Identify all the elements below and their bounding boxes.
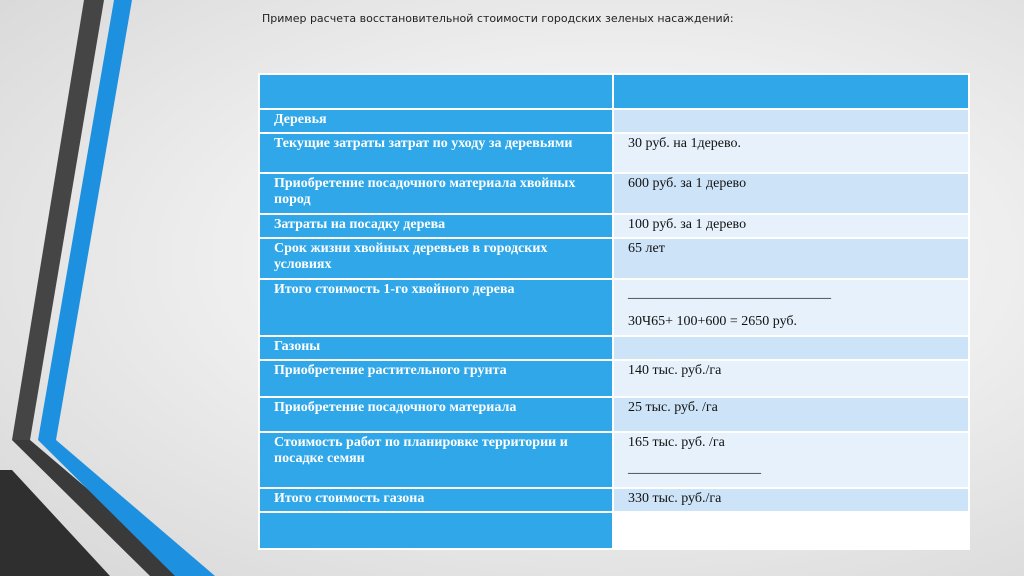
row-label: Срок жизни хвойных деревьев в городских условиях bbox=[259, 238, 613, 279]
row-value: 100 руб. за 1 дерево bbox=[613, 214, 969, 238]
table-row bbox=[259, 109, 969, 133]
footer-cell-label bbox=[259, 512, 613, 549]
table-row bbox=[259, 214, 969, 238]
row-value bbox=[613, 109, 969, 133]
table-row bbox=[259, 360, 969, 397]
row-label: Стоимость работ по планировке территории и посадке семян bbox=[259, 432, 613, 488]
row-label: Приобретение посадочного материала хвойных пород bbox=[259, 173, 613, 214]
table-row bbox=[259, 238, 969, 279]
value-underline: ___________________ bbox=[628, 460, 761, 476]
table-row bbox=[259, 133, 969, 173]
table-row bbox=[259, 279, 969, 336]
table-row bbox=[259, 336, 969, 360]
row-value bbox=[613, 336, 969, 360]
value-formula: 30Ч65+ 100+600 = 2650 руб. bbox=[628, 313, 798, 329]
table-row bbox=[259, 397, 969, 432]
slide-title: Пример расчета восстановительной стоимости городских зеленых насаждений: bbox=[262, 12, 734, 25]
cost-table bbox=[258, 73, 970, 550]
value-underline: _____________________________ bbox=[628, 285, 831, 301]
row-value bbox=[613, 279, 969, 336]
table-header-row bbox=[259, 74, 969, 109]
value-amount: 165 тыс. руб. /га bbox=[628, 434, 725, 450]
section-trees: Деревья bbox=[259, 109, 613, 133]
header-cell-value bbox=[613, 74, 969, 109]
row-value: 140 тыс. руб./га bbox=[613, 360, 969, 397]
table-footer-row bbox=[259, 512, 969, 549]
row-value: 330 тыс. руб./га bbox=[613, 488, 969, 512]
table-row bbox=[259, 173, 969, 214]
row-label: Текущие затраты затрат по уходу за деревьями bbox=[259, 133, 613, 173]
row-value: 30 руб. на 1дерево. bbox=[613, 133, 969, 173]
table-row bbox=[259, 432, 969, 488]
footer-cell-value bbox=[613, 512, 969, 549]
row-value: 25 тыс. руб. /га bbox=[613, 397, 969, 432]
row-value: 600 руб. за 1 дерево bbox=[613, 173, 969, 214]
row-label: Затраты на посадку дерева bbox=[259, 214, 613, 238]
row-label: Приобретение растительного грунта bbox=[259, 360, 613, 397]
row-label: Итого стоимость 1-го хвойного дерева bbox=[259, 279, 613, 336]
section-lawns: Газоны bbox=[259, 336, 613, 360]
row-value bbox=[613, 432, 969, 488]
row-label: Приобретение посадочного материала bbox=[259, 397, 613, 432]
row-label-total-lawn: Итого стоимость газона bbox=[259, 488, 613, 512]
table-row bbox=[259, 488, 969, 512]
header-cell-label bbox=[259, 74, 613, 109]
row-value: 65 лет bbox=[613, 238, 969, 279]
